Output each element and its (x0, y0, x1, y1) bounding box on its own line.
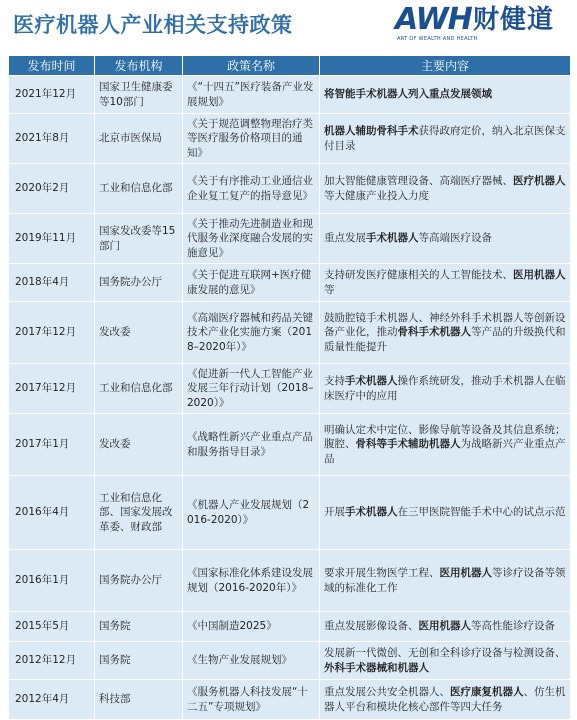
date-cell: 2021年8月 (9, 114, 95, 164)
date-cell: 2012年4月 (9, 680, 95, 720)
content-cell: 开展手术机器人在三甲医院智能手术中心的试点示范 (320, 476, 571, 550)
content-cell: 要求开展生物医学工程、医用机器人等诊疗设备等领域的标准化工作 (320, 550, 571, 612)
table-row (9, 642, 571, 680)
table-row (9, 214, 571, 264)
org-cell: 国务院办公厅 (95, 550, 183, 612)
content-cell: 支持手术机器人操作系统研发，推动手术机器人在临床医疗中的应用 (320, 364, 571, 414)
policy-cell: 《高端医疗器械和药品关键技术产业化实施方案（2018–2020年）》 (183, 302, 320, 364)
table-row (9, 364, 571, 414)
logo-tagline: ART OF WEALTH AND HEALTH (397, 36, 478, 42)
column-header-org: 发布机构 (95, 56, 183, 76)
content-cell: 明确认定术中定位、影像导航等设备及其信息系统；腹腔、骨科等手术辅助机器人为战略新兴产业重点产品 (320, 414, 571, 476)
table-row (9, 476, 571, 550)
policy-cell: 《关于促进互联网+医疗健康发展的意见》 (183, 264, 320, 302)
policy-table (8, 55, 571, 720)
table-row (9, 164, 571, 214)
logo-awh-text: AWH (395, 2, 472, 37)
org-cell: 国家发改委等15部门 (95, 214, 183, 264)
content-cell: 支持研发医疗健康相关的人工智能技术、医用机器人等 (320, 264, 571, 302)
table-header-row (9, 56, 571, 76)
table-row (9, 612, 571, 642)
date-cell: 2018年4月 (9, 264, 95, 302)
date-cell: 2020年2月 (9, 164, 95, 214)
date-cell: 2016年4月 (9, 476, 95, 550)
policy-cell: 《关于推动先进制造业和现代服务业深度融合发展的实施意见》 (183, 214, 320, 264)
content-cell: 重点发展影像设备、医用机器人等高性能诊疗设备 (320, 612, 571, 642)
column-header-content: 主要内容 (320, 56, 571, 76)
policy-cell: 《促进新一代人工智能产业发展三年行动计划（2018–2020）》 (183, 364, 320, 414)
content-cell: 加大智能健康管理设备、高端医疗器械、医疗机器人等大健康产业投入力度 (320, 164, 571, 214)
page-header (0, 0, 577, 50)
policy-cell: 《关于规范调整物理治疗类等医疗服务价格项目的通知》 (183, 114, 320, 164)
date-cell: 2015年5月 (9, 612, 95, 642)
date-cell: 2016年1月 (9, 550, 95, 612)
page-title: 医疗机器人产业相关支持政策 (13, 13, 293, 37)
org-cell: 国家卫生健康委等10部门 (95, 76, 183, 114)
table-row (9, 264, 571, 302)
table-row (9, 680, 571, 720)
date-cell: 2012年12月 (9, 642, 95, 680)
table-row (9, 114, 571, 164)
policy-cell: 《服务机器人科技发展“十二五”专项规划》 (183, 680, 320, 720)
org-cell: 北京市医保局 (95, 114, 183, 164)
content-cell: 将智能手术机器人列入重点发展领域 (320, 76, 571, 114)
date-cell: 2019年11月 (9, 214, 95, 264)
org-cell: 国务院办公厅 (95, 264, 183, 302)
table-row (9, 302, 571, 364)
date-cell: 2017年12月 (9, 302, 95, 364)
column-header-policy: 政策名称 (183, 56, 320, 76)
date-cell: 2021年12月 (9, 76, 95, 114)
org-cell: 国务院 (95, 612, 183, 642)
org-cell: 发改委 (95, 414, 183, 476)
policy-cell: 《机器人产业发展规划（2016-2020）》 (183, 476, 320, 550)
column-header-date: 发布时间 (9, 56, 95, 76)
table-body (9, 76, 571, 720)
org-cell: 国务院 (95, 642, 183, 680)
org-cell: 工业和信息化部 (95, 164, 183, 214)
content-cell: 重点发展公共安全机器人、医疗康复机器人、仿生机器人平台和模块化核心部件等四大任务 (320, 680, 571, 720)
policy-cell: 《“十四五”医疗装备产业发展规划》 (183, 76, 320, 114)
table-row (9, 550, 571, 612)
content-cell: 发展新一代微创、无创和全科诊疗设备与检测设备、外科手术器械和机器人 (320, 642, 571, 680)
logo-cn-text: 财健道 (473, 5, 555, 35)
org-cell: 发改委 (95, 302, 183, 364)
awh-logo (395, 3, 565, 47)
content-cell: 鼓励腔镜手术机器人、神经外科手术机器人等创新设备产业化，推动骨科手术机器人等产品的升级换代和质量性能提升 (320, 302, 571, 364)
org-cell: 工业和信息化部 (95, 364, 183, 414)
content-cell: 机器人辅助骨科手术获得政府定价，纳入北京医保支付目录 (320, 114, 571, 164)
policy-cell: 《国家标准化体系建设发展规划（2016-2020年）》 (183, 550, 320, 612)
policy-cell: 《战略性新兴产业重点产品和服务指导目录》 (183, 414, 320, 476)
date-cell: 2017年1月 (9, 414, 95, 476)
policy-table-container (8, 55, 570, 720)
org-cell: 工业和信息化部、国家发展改革委、财政部 (95, 476, 183, 550)
policy-cell: 《生物产业发展规划》 (183, 642, 320, 680)
content-cell: 重点发展手术机器人等高端医疗设备 (320, 214, 571, 264)
date-cell: 2017年12月 (9, 364, 95, 414)
table-row (9, 414, 571, 476)
policy-cell: 《关于有序推动工业通信业企业复工复产的指导意见》 (183, 164, 320, 214)
table-row (9, 76, 571, 114)
policy-cell: 《中国制造2025》 (183, 612, 320, 642)
org-cell: 科技部 (95, 680, 183, 720)
